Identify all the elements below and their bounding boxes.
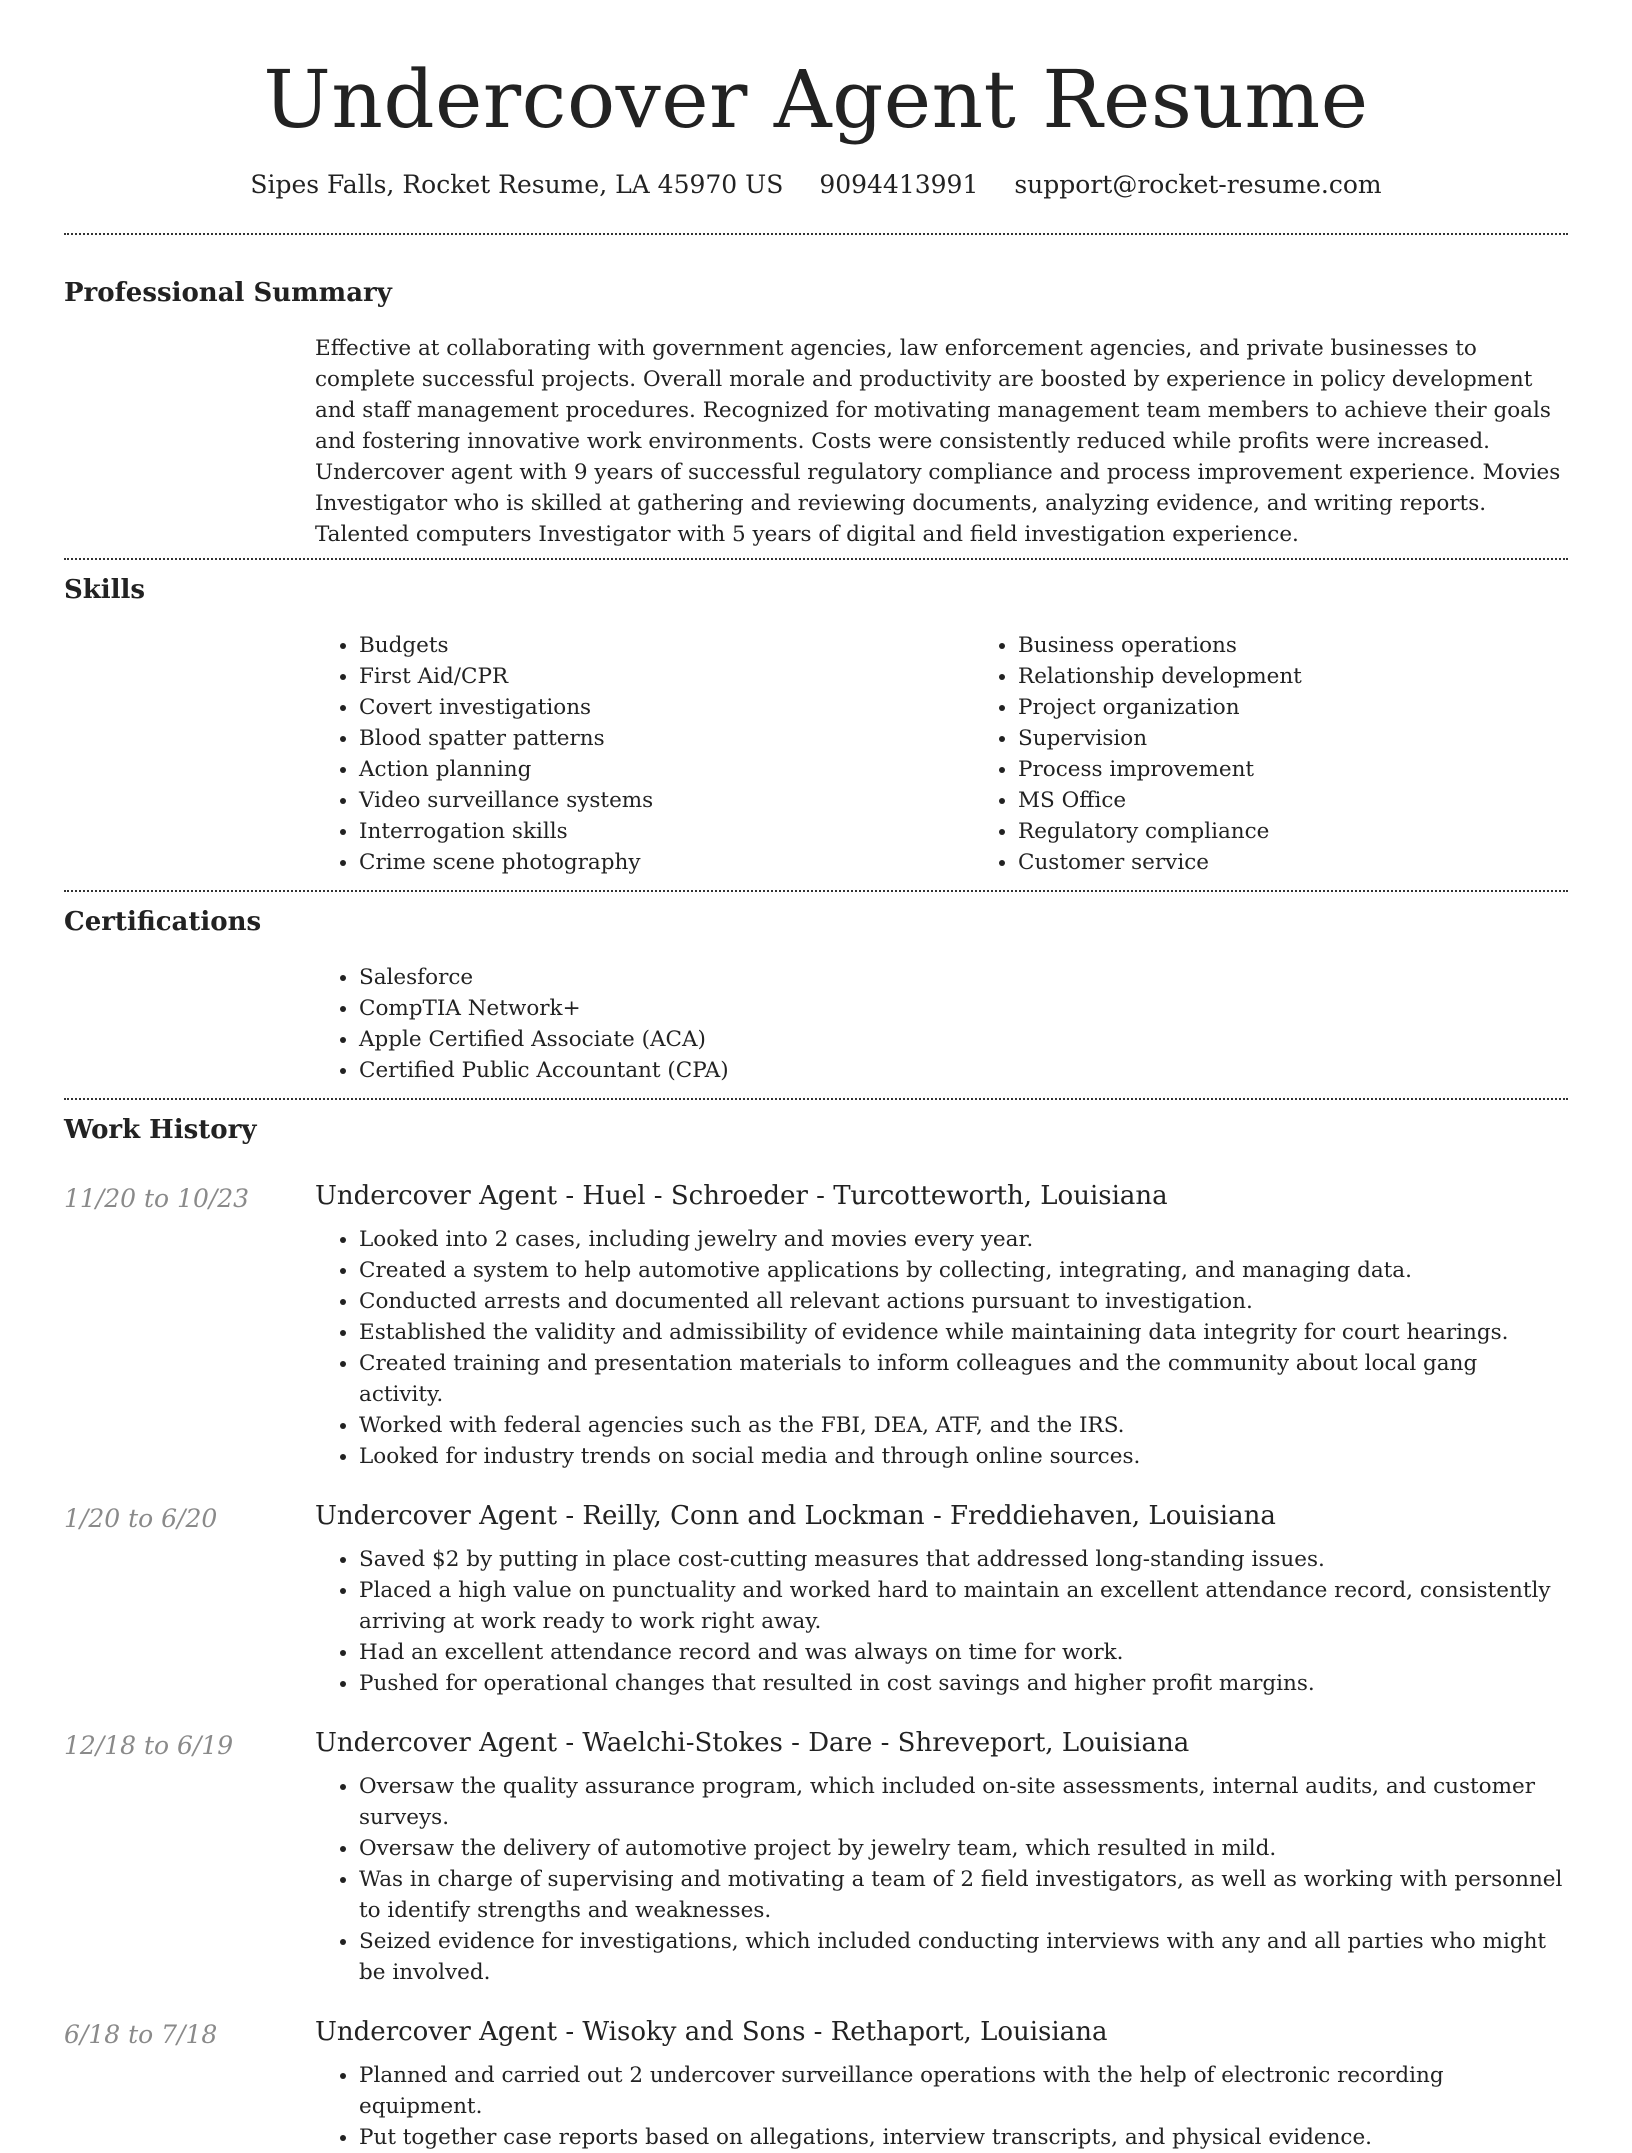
job-title: Undercover Agent - Waelchi-Stokes - Dare - Shreveport, Louisiana bbox=[315, 1728, 1190, 1758]
skill-item: • Customer service bbox=[1018, 847, 1632, 878]
section-title-skills: Skills bbox=[64, 575, 146, 605]
job-bullet: • Created a system to help automotive applications by collecting, integrating, and managing data. bbox=[359, 1255, 1568, 1286]
skill-item: • Supervision bbox=[1018, 723, 1632, 754]
skill-item: • Interrogation skills bbox=[359, 816, 974, 847]
job-bullet: • Seized evidence for investigations, which included conducting interviews with any and all parties who might be involved. bbox=[359, 1926, 1568, 1988]
job-bullet: • Created training and presentation materials to inform colleagues and the community about local gang activity. bbox=[359, 1348, 1568, 1410]
job-bullet: • Saved $2 by putting in place cost-cutting measures that addressed long-standing issues. bbox=[359, 1544, 1568, 1575]
certification-item: • Apple Certified Associate (ACA) bbox=[359, 1024, 1568, 1055]
job-bullet: • Established the validity and admissibility of evidence while maintaining data integrity for court hearings. bbox=[359, 1317, 1568, 1348]
skill-item: • Budgets bbox=[359, 630, 974, 661]
phone: 9094413991 bbox=[819, 170, 979, 199]
job-dates: 12/18 to 6/19 bbox=[64, 1731, 234, 1760]
job-bullet: • Oversaw the delivery of automotive project by jewelry team, which resulted in mild. bbox=[359, 1833, 1568, 1864]
skills-list bbox=[315, 630, 1568, 878]
certifications-list bbox=[315, 962, 1568, 1086]
job-bullet: • Worked with federal agencies such as the FBI, DEA, ATF, and the IRS. bbox=[359, 1410, 1568, 1441]
skill-item: • Process improvement bbox=[1018, 754, 1632, 785]
skill-item: • Project organization bbox=[1018, 692, 1632, 723]
skill-item: • Regulatory compliance bbox=[1018, 816, 1632, 847]
section-title-summary: Professional Summary bbox=[64, 278, 392, 308]
job-bullet: • Placed a high value on punctuality and worked hard to maintain an excellent attendance record, consistently arriving at work ready to work right away. bbox=[359, 1575, 1568, 1637]
skills-column-left bbox=[315, 630, 974, 878]
job-entry bbox=[64, 1498, 1568, 1699]
skill-item: • Relationship development bbox=[1018, 661, 1632, 692]
job-entry bbox=[64, 1725, 1568, 1988]
skill-item: • First Aid/CPR bbox=[359, 661, 974, 692]
job-bullet: • Had an excellent attendance record and was always on time for work. bbox=[359, 1637, 1568, 1668]
address: Sipes Falls, Rocket Resume, LA 45970 US bbox=[250, 170, 784, 199]
skill-item: • Video surveillance systems bbox=[359, 785, 974, 816]
skill-item: • Crime scene photography bbox=[359, 847, 974, 878]
skill-item: • Action planning bbox=[359, 754, 974, 785]
certification-item: • Certified Public Accountant (CPA) bbox=[359, 1055, 1568, 1086]
job-bullet: • Was in charge of supervising and motivating a team of 2 field investigators, as well as working with personnel to identify strengths and weaknesses. bbox=[359, 1864, 1568, 1926]
job-bullet: • Put together case reports based on allegations, interview transcripts, and physical evidence. bbox=[359, 2122, 1568, 2153]
certification-item: • CompTIA Network+ bbox=[359, 993, 1568, 1024]
skills-column-right bbox=[974, 630, 1632, 878]
job-bullet: • Oversaw the quality assurance program, which included on-site assessments, internal audits, and customer surveys. bbox=[359, 1771, 1568, 1833]
section-title-work-history: Work History bbox=[64, 1115, 257, 1145]
job-title: Undercover Agent - Reilly, Conn and Lockman - Freddiehaven, Louisiana bbox=[315, 1501, 1276, 1531]
contact-line bbox=[64, 170, 1568, 199]
job-entry bbox=[64, 1178, 1568, 1472]
job-bullet: • Looked for industry trends on social media and through online sources. bbox=[359, 1441, 1568, 1472]
skill-item: • Covert investigations bbox=[359, 692, 974, 723]
job-bullet: • Planned and carried out 2 undercover surveillance operations with the help of electronic recording equipment. bbox=[359, 2060, 1568, 2122]
resume-title: Undercover Agent Resume bbox=[263, 53, 1369, 146]
skill-item: • Blood spatter patterns bbox=[359, 723, 974, 754]
job-entry bbox=[64, 2014, 1568, 2153]
job-bullet: • Pushed for operational changes that resulted in cost savings and higher profit margins. bbox=[359, 1668, 1568, 1699]
job-bullet: • Looked into 2 cases, including jewelry and movies every year. bbox=[359, 1224, 1568, 1255]
job-bullet: • Conducted arrests and documented all relevant actions pursuant to investigation. bbox=[359, 1286, 1568, 1317]
section-title-certifications: Certifications bbox=[64, 907, 262, 937]
summary-text: Effective at collaborating with government agencies, law enforcement agencies, and private businesses to complete successful projects. Overall morale and productivity are boosted by experience in policy development and staff management procedures. Recognized for motivating management team members to achieve their goals and fostering innovative work environments. Costs were consistently reduced while profits were increased. Undercover agent with 9 years of successful regulatory compliance and process improvement experience. Movies Investigator who is skilled at gathering and reviewing documents, analyzing evidence, and writing reports. Talented computers Investigator with 5 years of digital and field investigation experience. bbox=[315, 336, 1561, 547]
job-dates: 6/18 to 7/18 bbox=[64, 2020, 218, 2049]
job-title: Undercover Agent - Huel - Schroeder - Turcotteworth, Louisiana bbox=[315, 1181, 1168, 1211]
email: support@rocket-resume.com bbox=[1014, 170, 1382, 199]
certification-item: • Salesforce bbox=[359, 962, 1568, 993]
job-title: Undercover Agent - Wisoky and Sons - Rethaport, Louisiana bbox=[315, 2017, 1108, 2047]
work-history-list bbox=[64, 1178, 1568, 2153]
job-dates: 11/20 to 10/23 bbox=[64, 1184, 250, 1213]
skill-item: • MS Office bbox=[1018, 785, 1632, 816]
skill-item: • Business operations bbox=[1018, 630, 1632, 661]
job-dates: 1/20 to 6/20 bbox=[64, 1504, 218, 1533]
